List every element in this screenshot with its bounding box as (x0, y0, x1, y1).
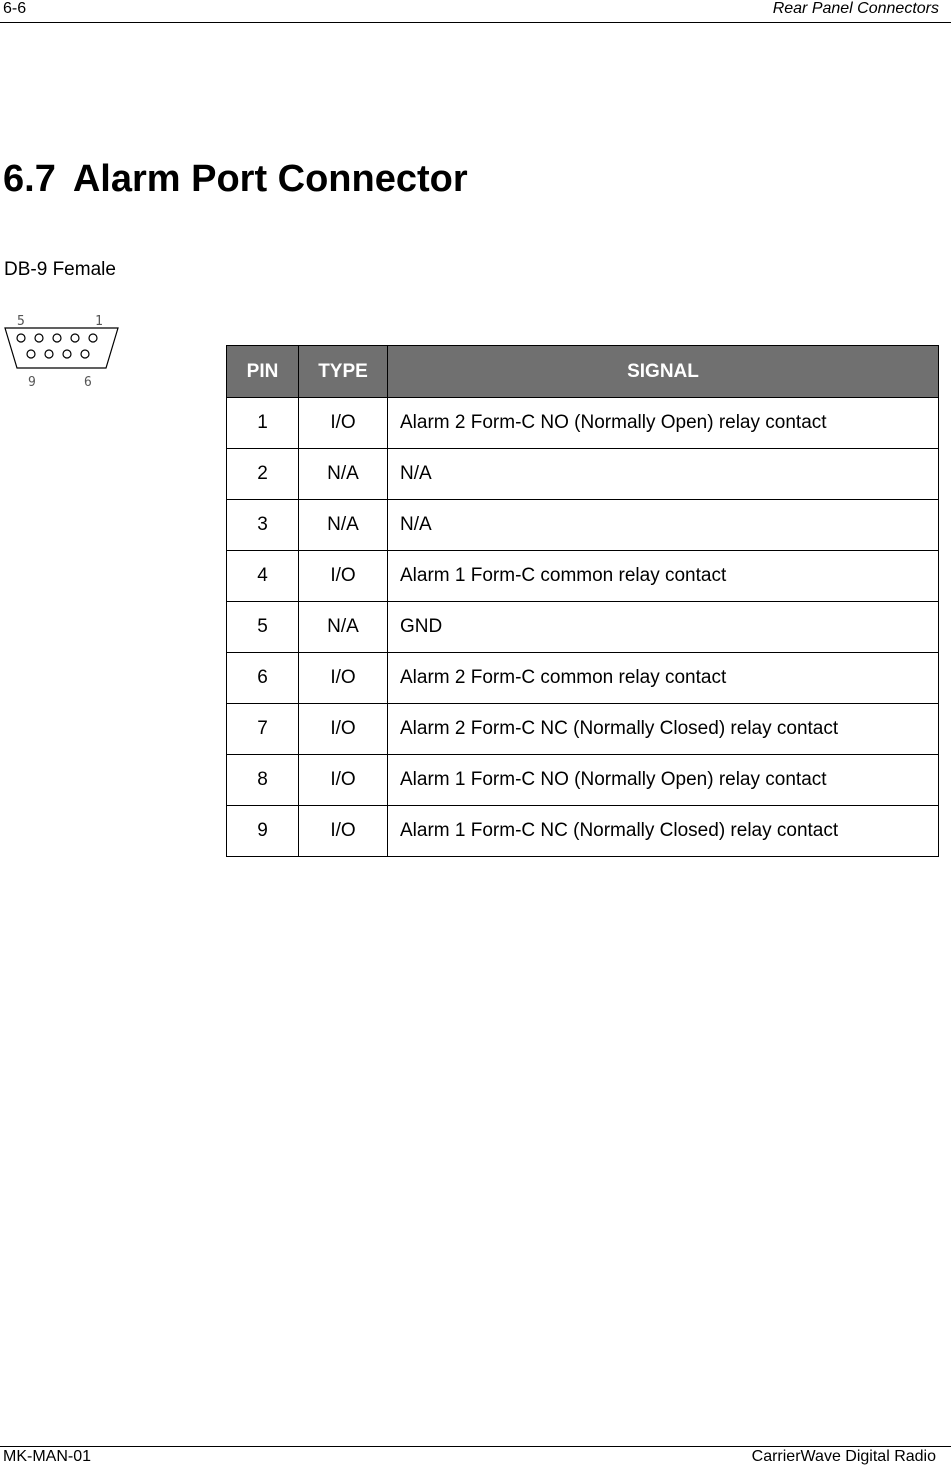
signal-cell: N/A (388, 449, 939, 500)
type-cell: I/O (299, 551, 388, 602)
pin-cell: 3 (227, 500, 299, 551)
pin-cell: 8 (227, 755, 299, 806)
pin-cell: 2 (227, 449, 299, 500)
pin-cell: 1 (227, 398, 299, 449)
type-cell: N/A (299, 500, 388, 551)
pin-hole (71, 334, 79, 342)
column-header-type: TYPE (299, 346, 388, 398)
pin-hole (53, 334, 61, 342)
pin-hole (81, 350, 89, 358)
pin-label-1: 1 (95, 314, 103, 329)
signal-cell: GND (388, 602, 939, 653)
signal-cell: Alarm 1 Form-C common relay contact (388, 551, 939, 602)
signal-cell: Alarm 1 Form-C NO (Normally Open) relay contact (388, 755, 939, 806)
connector-type-label: DB-9 Female (4, 259, 116, 280)
pin-hole (17, 334, 25, 342)
page-header (0, 0, 951, 23)
pin-cell: 5 (227, 602, 299, 653)
section-title: Alarm Port Connector (72, 158, 468, 200)
signal-cell: Alarm 2 Form-C NC (Normally Closed) relay contact (388, 704, 939, 755)
signal-cell: Alarm 2 Form-C NO (Normally Open) relay contact (388, 398, 939, 449)
pin-hole (35, 334, 43, 342)
bottom-pin-row (27, 350, 89, 358)
pin-cell: 9 (227, 806, 299, 857)
pin-cell: 6 (227, 653, 299, 704)
table-row (227, 602, 939, 653)
table-row (227, 755, 939, 806)
table-row (227, 500, 939, 551)
type-cell: I/O (299, 755, 388, 806)
document-id: MK-MAN-01 (3, 1448, 92, 1465)
page-number: 6-6 (3, 0, 27, 17)
type-cell: I/O (299, 806, 388, 857)
signal-cell: N/A (388, 500, 939, 551)
pin-label-6: 6 (84, 375, 92, 390)
pinout-table (226, 345, 939, 857)
table-row (227, 398, 939, 449)
page-footer (0, 1446, 951, 1470)
column-header-signal: SIGNAL (388, 346, 939, 398)
table-row (227, 806, 939, 857)
top-pin-row (17, 334, 97, 342)
table-row (227, 449, 939, 500)
pin-hole (63, 350, 71, 358)
db9-connector-diagram (0, 308, 140, 398)
signal-cell: Alarm 2 Form-C common relay contact (388, 653, 939, 704)
product-name: CarrierWave Digital Radio (751, 1448, 936, 1465)
pin-cell: 7 (227, 704, 299, 755)
pin-label-5: 5 (17, 314, 25, 329)
table-header-row (227, 346, 939, 398)
type-cell: I/O (299, 398, 388, 449)
table-row (227, 653, 939, 704)
type-cell: I/O (299, 704, 388, 755)
signal-cell: Alarm 1 Form-C NC (Normally Closed) relay contact (388, 806, 939, 857)
type-cell: I/O (299, 653, 388, 704)
column-header-pin: PIN (227, 346, 299, 398)
type-cell: N/A (299, 602, 388, 653)
type-cell: N/A (299, 449, 388, 500)
table-row (227, 551, 939, 602)
pin-label-9: 9 (28, 375, 36, 390)
section-number: 6.7 (3, 158, 56, 200)
pin-hole (27, 350, 35, 358)
pin-cell: 4 (227, 551, 299, 602)
chapter-title: Rear Panel Connectors (772, 0, 939, 17)
section-heading (3, 158, 468, 201)
table-row (227, 704, 939, 755)
pin-hole (89, 334, 97, 342)
pin-hole (45, 350, 53, 358)
